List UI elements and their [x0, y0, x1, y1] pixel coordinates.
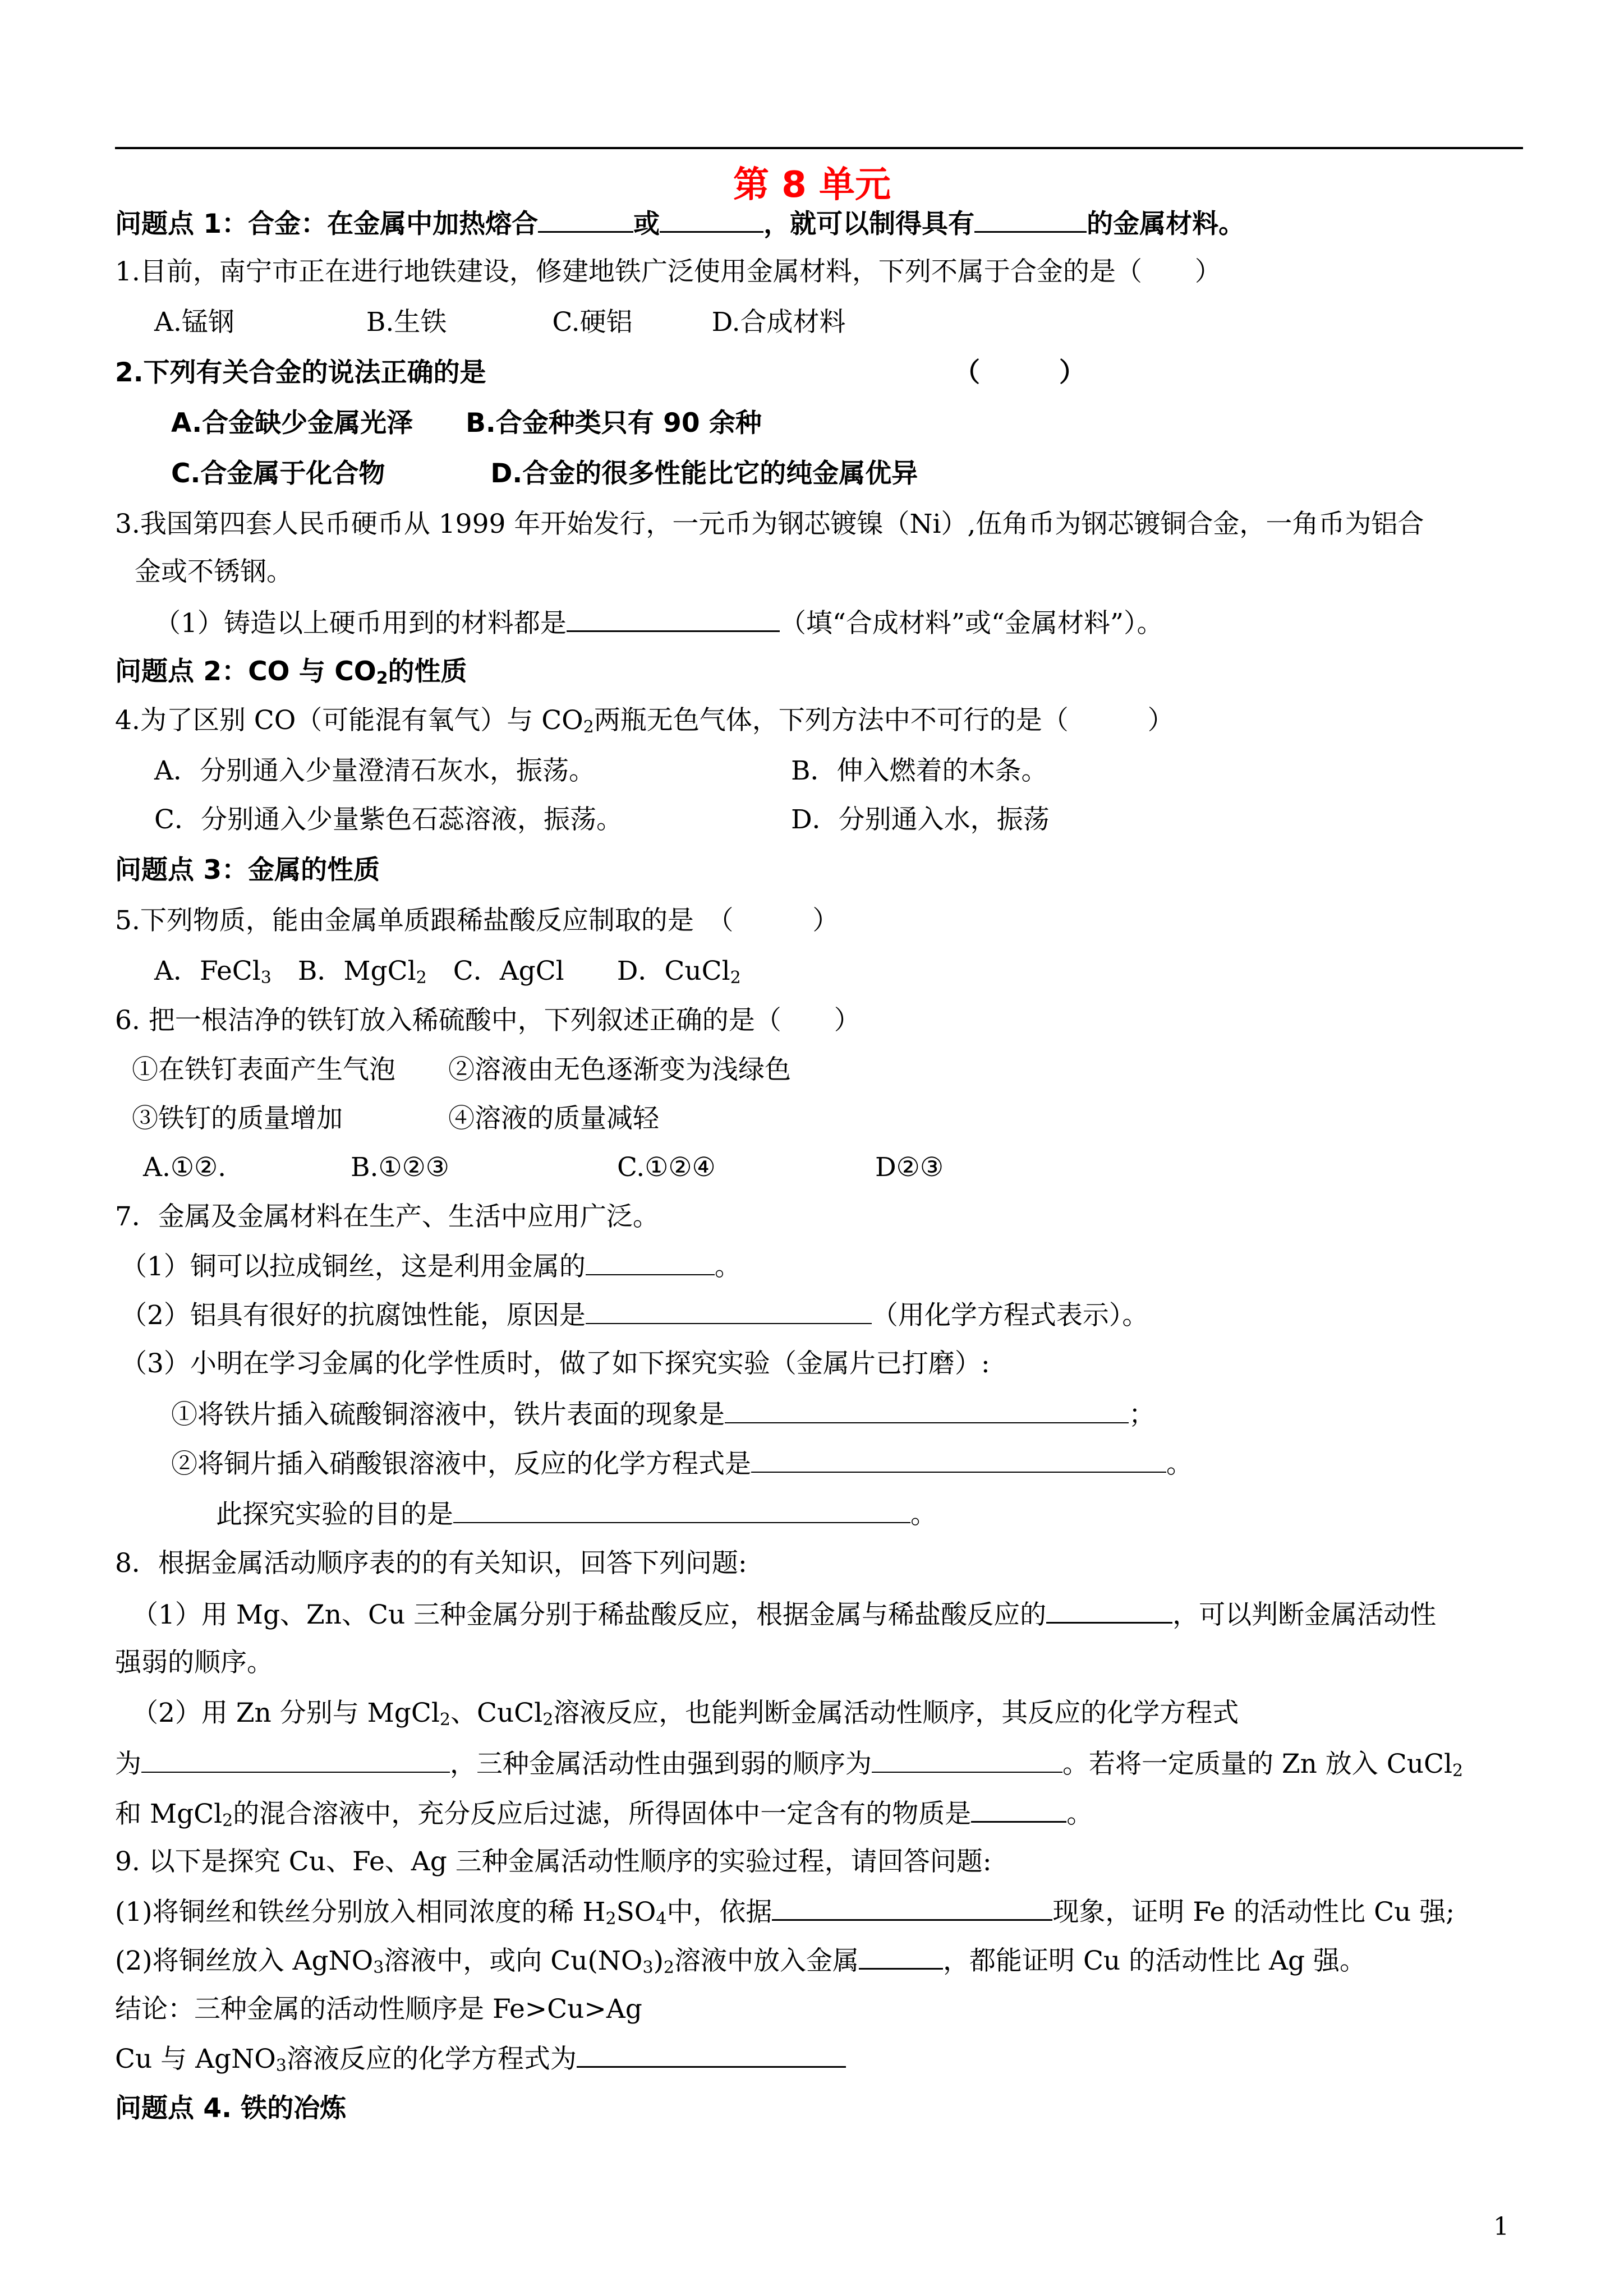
question-5-options: A．FeCl$_3$ B．MgCl$_2$ C．AgCl D．CuCl$_2$ — [154, 956, 741, 988]
question-8-part-1: （1）用 Mg、Zn、Cu 三种金属分别于稀盐酸反应，根据金属与稀盐酸反应的 ，可以判断金属活动性 — [132, 1597, 1436, 1632]
question-4: 4.为了区别 CO（可能混有氧气）与 $CO_2$两瓶无色气体，下列方法中不可行的是（ ） — [115, 705, 1174, 737]
question-3: 3.我国第四套人民币硬币从 1999 年开始发行，一元币为钢芯镀镍（Ni）,伍角币为钢芯镀铜合金，一角币为铝合 — [115, 509, 1424, 540]
question-8-part-2: （2）用 Zn 分别与 MgCl$_2$、CuCl$_2$溶液反应，也能判断金属活动性顺序，其反应的化学方程式 — [132, 1698, 1239, 1730]
question-6-statements-34: ③铁钉的质量增加 ④溶液的质量减轻 — [132, 1103, 659, 1134]
question-7: 7．金属及金属材料在生产、生活中应用广泛。 — [115, 1201, 659, 1232]
blank[interactable] — [772, 1894, 1052, 1921]
question-5: 5.下列物质，能由金属单质跟稀盐酸反应制取的是 （ ） — [115, 905, 839, 936]
blank[interactable] — [751, 1447, 1166, 1473]
blank[interactable] — [567, 606, 780, 632]
blank[interactable] — [586, 1298, 872, 1324]
page-title: 第 8 单元 — [733, 164, 891, 206]
question-1: 1.目前，南宁市正在进行地铁建设，修建地铁广泛使用金属材料，下列不属于合金的是（ ） — [115, 256, 1221, 287]
topic-1-heading: 问题点 1：合金：在金属中加热熔合 或 ，就可以制得具有 的金属材料。 — [115, 206, 1245, 241]
question-7-part-3-step-1: ①将铁片插入硫酸铜溶液中，铁片表面的现象是 ； — [171, 1398, 1155, 1432]
question-7-part-3-step-2: ②将铜片插入硝酸银溶液中，反应的化学方程式是 。 — [171, 1447, 1193, 1481]
question-2-bracket: （ ） — [954, 357, 1085, 388]
question-6-option-c: C.①②④ — [617, 1152, 716, 1183]
question-9-part-2: (2)将铜丝放入 AgNO$_3$溶液中，或向 $Cu(NO_3)_2$溶液中放入金属 ，都能证明 Cu 的活动性比 Ag 强。 — [115, 1943, 1366, 1978]
question-3-part-1: （1）铸造以上硬币用到的材料都是 （填“合成材料”或“金属材料”）。 — [154, 606, 1163, 640]
page-number: 1 — [1493, 2212, 1509, 2241]
blank[interactable] — [586, 1250, 715, 1275]
question-7-part-2: （2）铝具有很好的抗腐蚀性能，原因是 （用化学方程式表示）。 — [121, 1298, 1148, 1333]
question-6-statements-12: ①在铁钉表面产生气泡 ②溶液由无色逐渐变为浅绿色 — [132, 1054, 791, 1085]
question-9-equation: Cu 与 AgNO$_3$溶液反应的化学方程式为 — [115, 2041, 846, 2076]
question-1-options: A.锰钢 B.生铁 C.硬铝 D.合成材料 — [154, 307, 846, 338]
blank[interactable] — [141, 1747, 450, 1773]
question-8-part-2-cont: 为 ，三种金属活动性由强到弱的顺序为 。若将一定质量的 Zn 放入 CuCl$_2$ — [115, 1747, 1463, 1781]
question-7-part-1: （1）铜可以拉成铜丝，这是利用金属的 。 — [121, 1250, 741, 1284]
question-9: 9. 以下是探究 Cu、Fe、Ag 三种金属活动性顺序的实验过程，请回答问题: — [115, 1846, 992, 1877]
blank[interactable] — [453, 1497, 910, 1523]
question-6-option-a: A.①②. — [143, 1152, 227, 1183]
blank[interactable] — [660, 206, 763, 233]
header-rule — [115, 147, 1523, 149]
question-4-option-b: B．伸入燃着的木条。 — [791, 755, 1048, 786]
question-6: 6. 把一根洁净的铁钉放入稀硫酸中，下列叙述正确的是（ ） — [115, 1005, 861, 1036]
blank[interactable] — [872, 1747, 1062, 1773]
question-8: 8．根据金属活动顺序表的的有关知识，回答下列问题: — [115, 1548, 747, 1579]
question-8-part-1-cont: 强弱的顺序。 — [115, 1647, 273, 1678]
topic-2-heading: 问题点 2：CO 与 $CO_2$的性质 — [115, 656, 467, 688]
question-9-conclusion: 结论：三种金属的活动性顺序是 Fe>Cu>Ag — [115, 1994, 642, 2025]
blank[interactable] — [725, 1398, 1129, 1423]
blank[interactable] — [974, 206, 1087, 233]
question-3-cont: 金或不锈钢。 — [135, 556, 293, 587]
blank[interactable] — [971, 1796, 1066, 1823]
blank[interactable] — [859, 1943, 943, 1970]
blank[interactable] — [538, 206, 633, 233]
question-8-part-2-cont-2: 和 MgCl$_2$的混合溶液中，充分反应后过滤，所得固体中一定含有的物质是 。 — [115, 1796, 1093, 1831]
question-2-options-ab: A.合金缺少金属光泽 B.合金种类只有 90 余种 — [171, 408, 762, 439]
question-4-option-a: A．分别通入少量澄清石灰水，振荡。 — [154, 755, 595, 786]
question-7-purpose: 此探究实验的目的是 。 — [216, 1497, 937, 1532]
question-6-option-d: D②③ — [875, 1152, 944, 1183]
question-2-options-cd: C.合金属于化合物 D.合金的很多性能比它的纯金属优异 — [171, 458, 918, 489]
question-9-part-1: (1)将铜丝和铁丝分别放入相同浓度的稀 $H_2SO_4$中，依据 现象，证明 Fe 的活动性比 Cu 强; — [115, 1894, 1455, 1929]
question-4-option-c: C．分别通入少量紫色石蕊溶液，振荡。 — [154, 804, 623, 835]
topic-4-heading: 问题点 4. 铁的冶炼 — [115, 2093, 347, 2124]
question-4-option-d: D．分别通入水，振荡 — [791, 804, 1050, 835]
blank[interactable] — [577, 2041, 846, 2068]
question-7-part-3: （3）小明在学习金属的化学性质时，做了如下探究实验（金属片已打磨）: — [121, 1348, 990, 1379]
topic-3-heading: 问题点 3：金属的性质 — [115, 855, 380, 886]
blank[interactable] — [1046, 1597, 1172, 1624]
question-6-option-b: B.①②③ — [351, 1152, 449, 1183]
question-2: 2.下列有关合金的说法正确的是 — [115, 357, 486, 388]
